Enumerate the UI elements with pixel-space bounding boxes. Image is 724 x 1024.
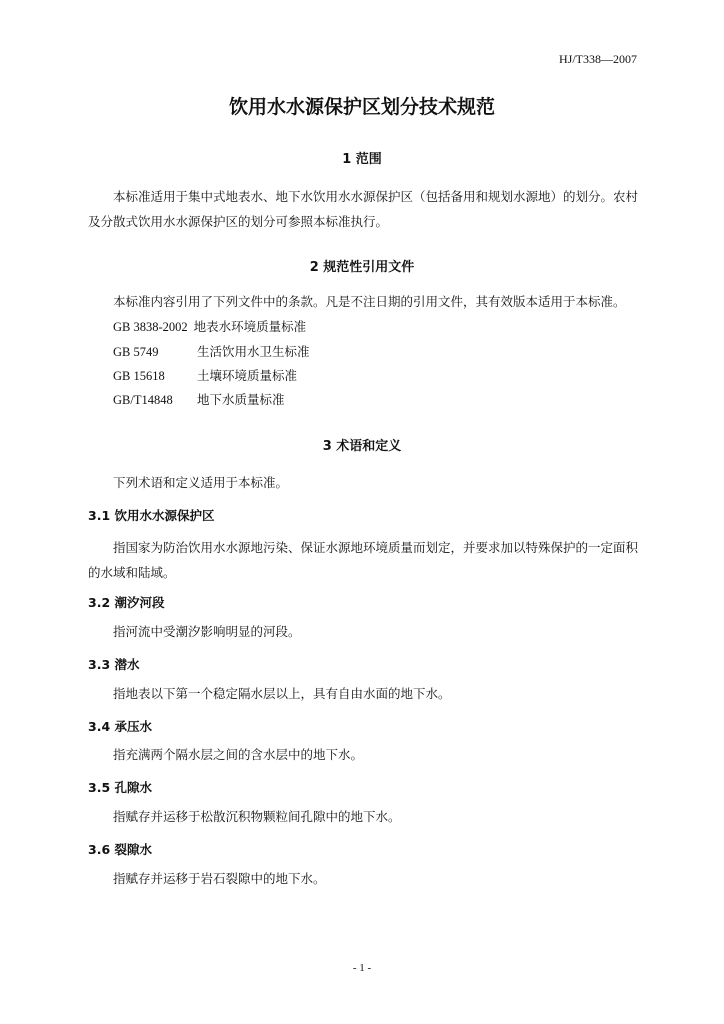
term-definition: 指充满两个隔水层之间的含水层中的地下水。 — [113, 747, 364, 762]
term-definition: 指赋存并运移于松散沉积物颗粒间孔隙中的地下水。 — [113, 809, 401, 824]
page-number: - 1 - — [352, 962, 372, 974]
section-1-heading: 1 范围 — [342, 152, 382, 167]
document-title: 饮用水水源保护区划分技术规范 — [228, 96, 495, 118]
reference-row — [113, 390, 285, 410]
reference-code: GB/T14848 — [113, 393, 173, 407]
section-3-heading: 3 术语和定义 — [322, 439, 402, 454]
term-definition: 指地表以下第一个稳定隔水层以上，具有自由水面的地下水。 — [113, 686, 451, 701]
section-2-intro: 本标准内容引用了下列文件中的条款。凡是不注日期的引用文件，其有效版本适用于本标准。 — [113, 294, 626, 309]
reference-name: 生活饮用水卫生标准 — [197, 344, 310, 359]
reference-name: 土壤环境质量标准 — [197, 368, 298, 383]
standard-code: HJ/T338—2007 — [559, 52, 637, 66]
term-definition: 指河流中受潮汐影响明显的河段。 — [113, 624, 301, 639]
term-heading: 3.2 潮汐河段 — [88, 595, 165, 610]
reference-row — [113, 366, 297, 386]
term-heading: 3.6 裂隙水 — [88, 842, 152, 857]
term-heading: 3.5 孔隙水 — [88, 780, 152, 795]
reference-code: GB 3838-2002 — [113, 320, 188, 334]
term-definition: 指赋存并运移于岩石裂隙中的地下水。 — [113, 871, 326, 886]
reference-name: 地下水质量标准 — [197, 392, 285, 407]
term-definition: 指国家为防治饮用水水源地污染、保证水源地环境质量而划定，并要求加以特殊保护的一定面积的水域和陆域。 — [88, 540, 639, 580]
reference-code: GB 15618 — [113, 369, 165, 383]
term-heading: 3.3 潜水 — [88, 657, 140, 672]
reference-code: GB 5749 — [113, 345, 159, 359]
reference-row — [113, 342, 310, 362]
reference-name: 地表水环境质量标准 — [193, 319, 307, 334]
section-1-text: 本标准适用于集中式地表水、地下水饮用水水源保护区（包括备用和规划水源地）的划分。农村及分散式饮用水水源保护区的划分可参照本标准执行。 — [88, 189, 639, 229]
section-2-heading: 2 规范性引用文件 — [309, 260, 415, 275]
term-heading: 3.4 承压水 — [88, 719, 152, 734]
reference-row — [113, 317, 306, 337]
section-3-intro: 下列术语和定义适用于本标准。 — [113, 475, 289, 490]
term-heading: 3.1 饮用水水源保护区 — [88, 508, 215, 523]
